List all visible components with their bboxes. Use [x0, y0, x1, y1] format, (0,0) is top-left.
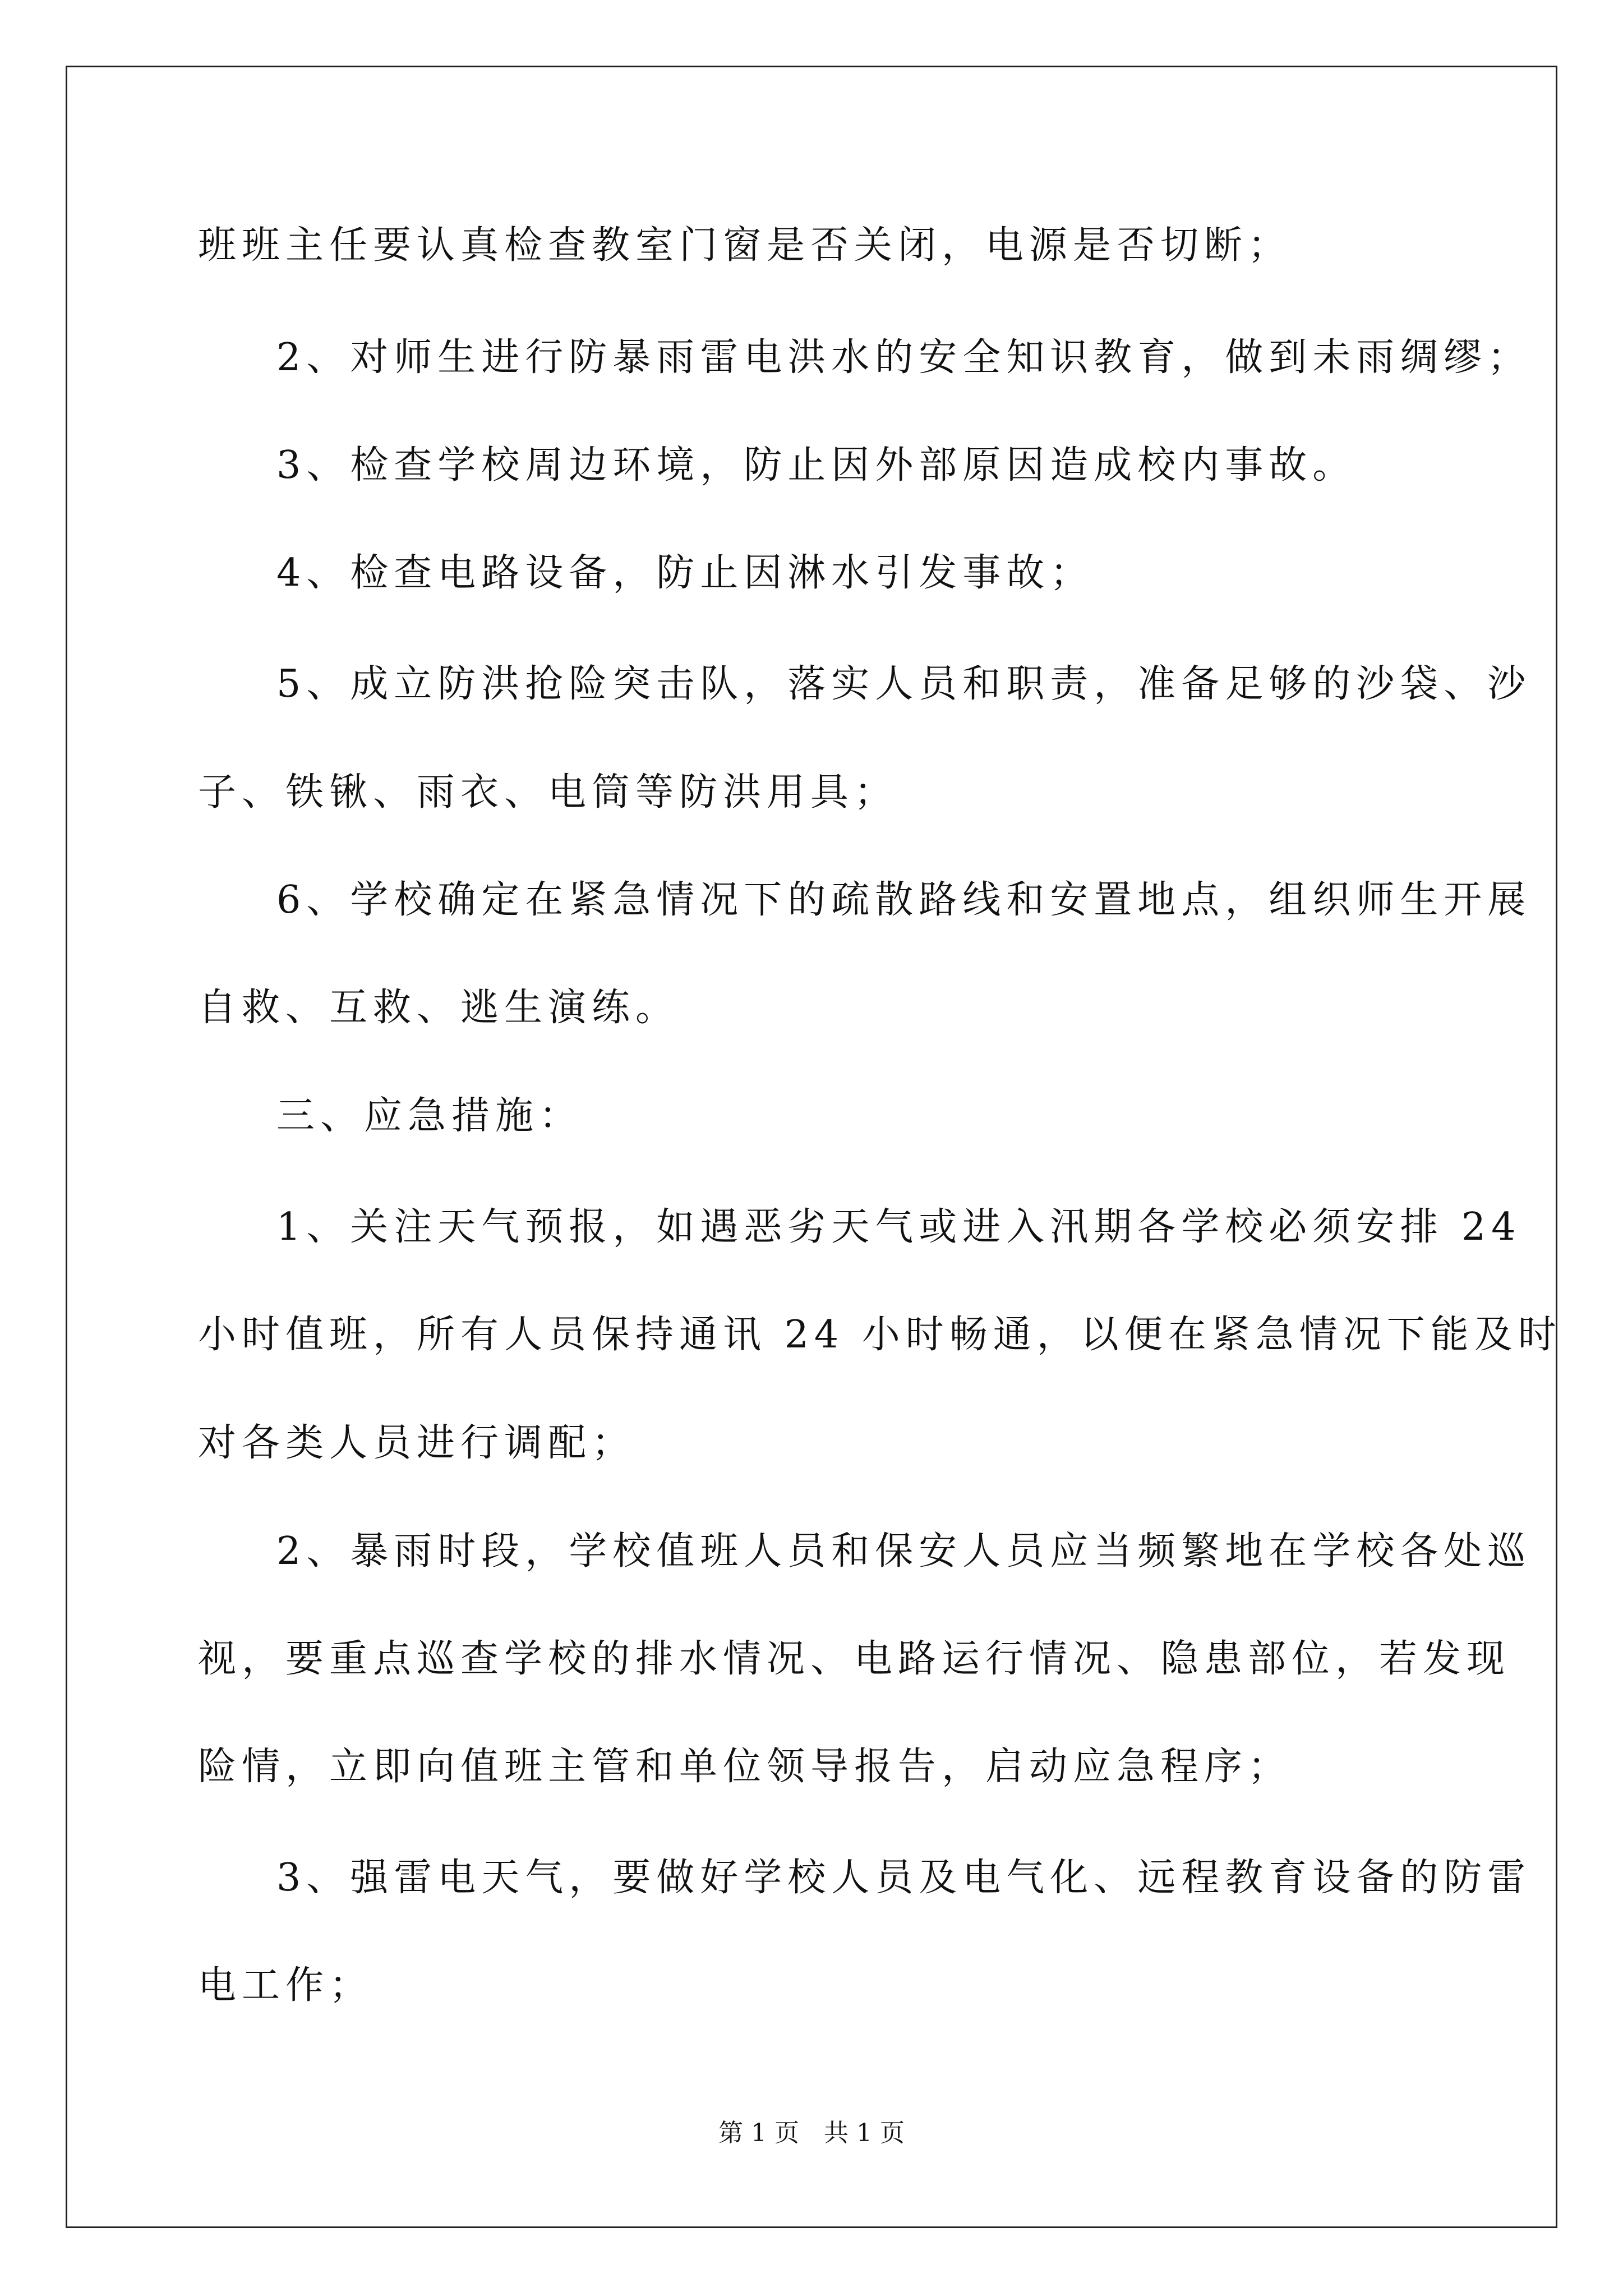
text-line: 子、铁锹、雨衣、电筒等防洪用具； [198, 770, 898, 815]
text-line: 班班主任要认真检查教室门窗是否关闭，电源是否切断； [198, 223, 1292, 268]
text-line: 2、对师生进行防暴雨雷电洪水的安全知识教育，做到未雨绸缪； [276, 335, 1532, 380]
section-heading: 三、应急措施： [276, 1094, 583, 1138]
text-line: 视，要重点巡查学校的排水情况、电路运行情况、隐患部位，若发现 [198, 1637, 1511, 1681]
text-line: 3、检查学校周边环境，防止因外部原因造成校内事故。 [276, 443, 1357, 487]
text-line: 2、暴雨时段，学校值班人员和保安人员应当频繁地在学校各处巡 [276, 1529, 1532, 1573]
text-line: 5、成立防洪抢险突击队，落实人员和职责，准备足够的沙袋、沙 [276, 662, 1532, 706]
text-line: 1、关注天气预报，如遇恶劣天气或进入汛期各学校必须安排 24 [276, 1205, 1521, 1249]
page-number-footer: 第 1 页 共 1 页 [718, 2119, 905, 2147]
text-line: 对各类人员进行调配； [198, 1421, 636, 1465]
text-line: 3、强雷电天气，要做好学校人员及电气化、远程教育设备的防雷 [276, 1856, 1532, 1900]
text-line: 电工作； [198, 1963, 374, 2008]
text-line: 小时值班，所有人员保持通讯 24 小时畅通，以便在紧急情况下能及时 [198, 1313, 1562, 1357]
text-line: 6、学校确定在紧急情况下的疏散路线和安置地点，组织师生开展 [276, 878, 1532, 922]
text-line: 4、检查电路设备，防止因淋水引发事故； [276, 551, 1094, 595]
page-frame [66, 66, 1557, 2228]
text-line: 自救、互救、逃生演练。 [198, 986, 680, 1030]
text-line: 险情，立即向值班主管和单位领导报告，启动应急程序； [198, 1745, 1292, 1789]
